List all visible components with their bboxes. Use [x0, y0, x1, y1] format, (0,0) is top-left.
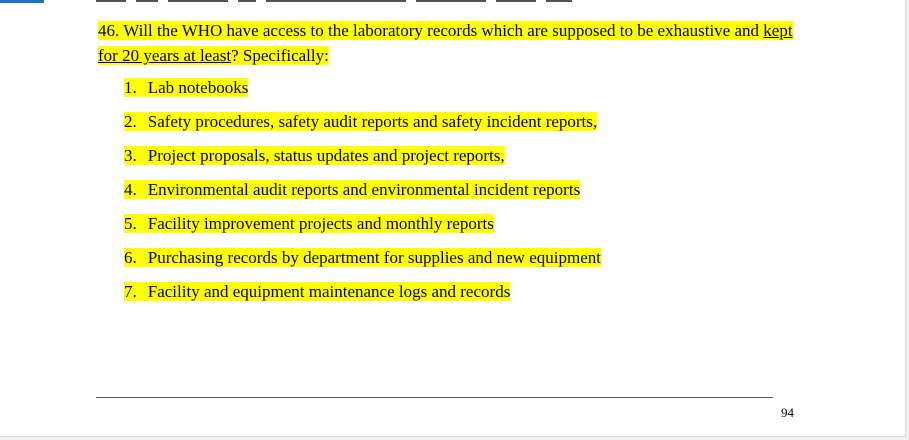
question-paragraph	[98, 18, 813, 68]
list-item	[124, 110, 601, 144]
question-number: 46.	[98, 21, 120, 40]
list-item-text: Facility improvement projects and monthly reports	[147, 214, 494, 233]
list-item-number: 2.	[124, 112, 137, 131]
list-item-number: 4.	[124, 180, 137, 199]
question-underlined-text: kept for 20 years at least	[98, 21, 793, 65]
list-item	[124, 178, 601, 212]
list-item	[124, 280, 601, 314]
list-item-number: 7.	[124, 282, 137, 301]
footer-separator	[96, 397, 773, 398]
list-item	[124, 246, 601, 280]
list-item-text: Lab notebooks	[147, 78, 249, 97]
list-item-text: Purchasing records by department for supplies and new equipment	[147, 248, 601, 267]
previous-line-fragment	[96, 0, 796, 6]
question-text-end: ? Specifically:	[231, 46, 329, 65]
list-item-text: Environmental audit reports and environmental incident reports	[147, 180, 581, 199]
list-item-number: 3.	[124, 146, 137, 165]
list-item-number: 5.	[124, 214, 137, 233]
records-list	[124, 76, 601, 314]
page-number: 94	[781, 405, 794, 420]
list-item	[124, 76, 601, 110]
list-item-number: 6.	[124, 248, 137, 267]
question-text: Will the WHO have access to the laboratory records which are supposed to be exhaustive and	[123, 21, 764, 40]
selection-accent-bar	[0, 0, 44, 3]
list-item	[124, 212, 601, 246]
list-item-text: Facility and equipment maintenance logs and records	[147, 282, 511, 301]
list-item	[124, 144, 601, 178]
list-item-number: 1.	[124, 78, 137, 97]
list-item-text: Safety procedures, safety audit reports and safety incident reports,	[147, 112, 598, 131]
list-item-text: Project proposals, status updates and project reports,	[147, 146, 505, 165]
